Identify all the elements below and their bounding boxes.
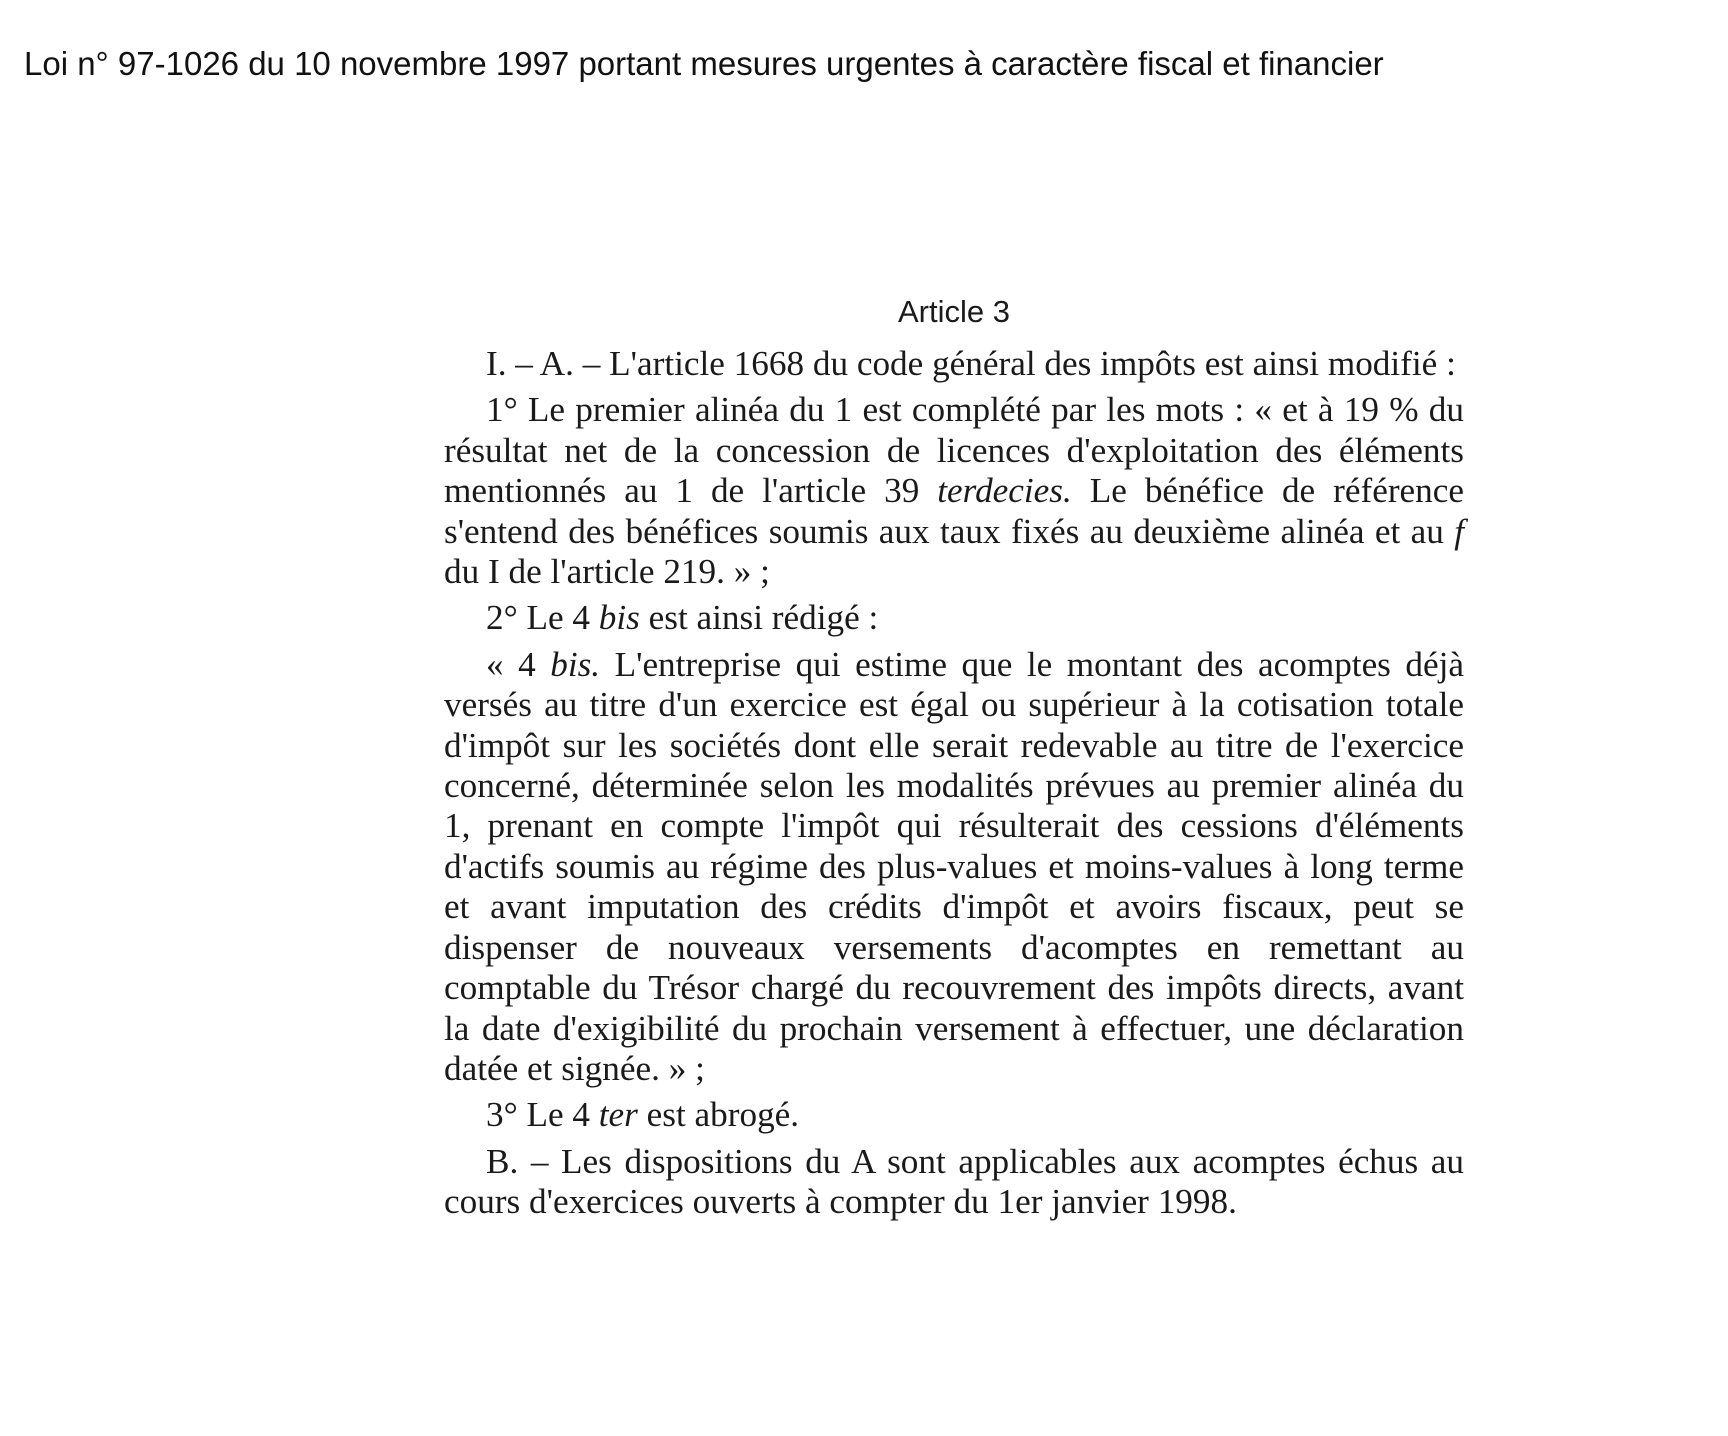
paragraph-3-text-2: est abrogé. [637, 1095, 800, 1135]
article-heading: Article 3 [898, 294, 1010, 329]
paragraph-4-bis-text-2: L'entreprise qui estime que le montant des acomptes déjà versés au titre d'un exercice est égal ou supérieur à la cotisation totale d'impôt sur les sociétés dont elle serait redevable au titre de l'exercice concerné, déterminée selon les modalités prévues au premier alinéa du 1, prenant en compte l'impôt qui résulterait des cessions d'éléments d'actifs soumis au régime des plus-values et moins-values à long terme et avant imputation des crédits d'impôt et avoirs fiscaux, peut se dispenser de nouveaux versements d'acomptes en remettant au comptable du Trésor chargé du recouvrement des impôts directs, avant la date d'exigibilité du prochain versement à effectuer, une déclaration datée et signée. » ; [444, 644, 1464, 1088]
paragraph-1-text: 1° Le premier alinéa du 1 est complété par les mots : « et à 19 % du résultat net de la concession de licences d'exploitation des éléments mentionnés au 1 de l'article 39 [444, 390, 1464, 511]
paragraph-3-italic-ter: ter [598, 1095, 638, 1135]
paragraph-2-italic-bis: bis [598, 598, 640, 638]
paragraph-2 [444, 598, 1464, 638]
paragraph-3 [444, 1095, 1464, 1135]
paragraph-3-text: 3° Le 4 [486, 1095, 599, 1135]
paragraph-4-bis [444, 645, 1464, 1089]
paragraph-1-italic-f: f [1454, 511, 1464, 551]
paragraph-1-text-2: Le bénéfice de référence s'entend des bénéfices soumis aux taux fixés au deuxième alinéa et au [444, 471, 1464, 551]
law-title: Loi n° 97-1026 du 10 novembre 1997 portant mesures urgentes à caractère fiscal et financier [24, 45, 1384, 82]
paragraph-1-text-3: du I de l'article 219. » ; [444, 552, 770, 592]
article-body [444, 292, 1464, 1229]
paragraph-2-text: 2° Le 4 [486, 598, 599, 638]
paragraph-1-italic-terdecies: terdecies. [937, 471, 1072, 511]
paragraph-1 [444, 390, 1464, 592]
paragraph-2-text-2: est ainsi rédigé : [639, 598, 879, 638]
paragraph-4-bis-italic: bis. [550, 644, 601, 684]
paragraph-i-b: B. – Les dispositions du A sont applicables aux acomptes échus au cours d'exercices ouverts à compter du 1er janvier 1998. [444, 1141, 1464, 1222]
paragraph-i-a: I. – A. – L'article 1668 du code général des impôts est ainsi modifié : [486, 344, 1456, 383]
paragraph-4-bis-text: « 4 [486, 644, 551, 684]
